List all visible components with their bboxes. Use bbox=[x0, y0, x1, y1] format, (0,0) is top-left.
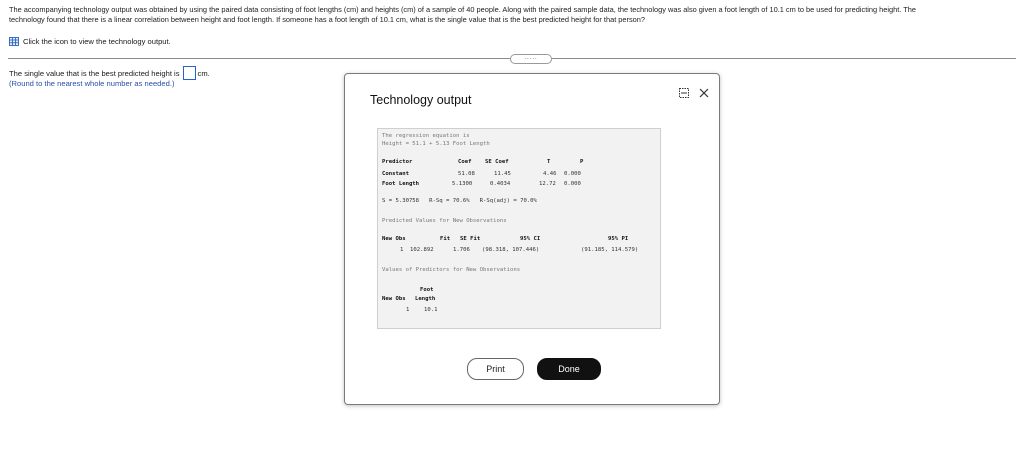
pred-row-se-fit: 1.706 bbox=[453, 247, 470, 253]
dialog-controls bbox=[679, 85, 709, 95]
row-constant-p: 0.000 bbox=[564, 171, 581, 177]
pred-row-new-obs: 1 bbox=[400, 247, 404, 253]
values-of-predictors-title: Values of Predictors for New Observations bbox=[382, 267, 521, 273]
pred-row-ci: (98.318, 107.446) bbox=[482, 247, 540, 253]
answer-suffix: cm. bbox=[197, 68, 210, 78]
answer-hint: (Round to the nearest whole number as needed.) bbox=[9, 79, 175, 88]
maximize-icon[interactable] bbox=[679, 85, 689, 95]
row-foot-length-p: 0.000 bbox=[564, 181, 581, 187]
row-foot-length-predictor: Foot Length bbox=[382, 181, 420, 187]
view-technology-output-label[interactable]: Click the icon to view the technology output. bbox=[23, 37, 171, 46]
done-button[interactable]: Done bbox=[537, 358, 601, 380]
regression-equation: Height = 51.1 + 5.13 Foot Length bbox=[382, 141, 490, 147]
technology-output-dialog bbox=[344, 73, 720, 405]
print-button[interactable]: Print bbox=[467, 358, 524, 380]
row-constant-coef: 51.08 bbox=[458, 171, 475, 177]
regression-eq-label: The regression equation is bbox=[382, 133, 470, 139]
dialog-title: Technology output bbox=[370, 93, 472, 107]
close-icon[interactable] bbox=[699, 85, 709, 95]
answer-input[interactable] bbox=[183, 66, 196, 80]
collapse-handle[interactable]: ..... bbox=[510, 54, 552, 64]
row-constant-se: 11.45 bbox=[494, 171, 511, 177]
view-technology-output-link[interactable] bbox=[9, 37, 171, 46]
question-line-1: The accompanying technology output was obtained by using the paired data consisting of foot lengths (cm) and heights (cm) of a sample of 40 people. Along with the paired sample data, the technology was also given a foot length of 10.1 cm to be used for predicting height. The bbox=[9, 5, 917, 14]
question-text bbox=[9, 5, 1019, 24]
pred-col-ci: 95% CI bbox=[520, 236, 541, 242]
values-col-foot: Foot bbox=[420, 287, 434, 293]
pred-row-pi: (91.185, 114.579) bbox=[581, 247, 639, 253]
technology-output-panel bbox=[377, 128, 661, 329]
pred-col-pi: 95% PI bbox=[608, 236, 629, 242]
table-icon[interactable] bbox=[9, 37, 19, 46]
values-row-new-obs: 1 bbox=[406, 307, 410, 313]
col-se-coef: SE Coef bbox=[485, 159, 509, 165]
row-constant-predictor: Constant bbox=[382, 171, 409, 177]
pred-col-se-fit: SE Fit bbox=[460, 236, 481, 242]
col-t: T bbox=[547, 159, 551, 165]
predicted-values-title: Predicted Values for New Observations bbox=[382, 218, 507, 224]
values-col-new-obs: New Obs bbox=[382, 296, 406, 302]
model-stats: S = 5.30758 R-Sq = 70.6% R-Sq(adj) = 70.0% bbox=[382, 198, 537, 204]
answer-line bbox=[9, 66, 210, 80]
values-col-length: Length bbox=[415, 296, 436, 302]
row-foot-length-t: 12.72 bbox=[539, 181, 556, 187]
row-constant-t: 4.46 bbox=[543, 171, 557, 177]
pred-col-new-obs: New Obs bbox=[382, 236, 406, 242]
col-predictor: Predictor bbox=[382, 159, 413, 165]
pred-row-fit: 102.892 bbox=[410, 247, 434, 253]
pred-col-fit: Fit bbox=[440, 236, 451, 242]
col-p: P bbox=[580, 159, 584, 165]
values-row-length: 10.1 bbox=[424, 307, 438, 313]
col-coef: Coef bbox=[458, 159, 472, 165]
row-foot-length-se: 0.4034 bbox=[490, 181, 511, 187]
question-line-2: technology found that there is a linear correlation between height and foot length. If someone has a foot length of 10.1 cm, what is the single value that is the best predicted height for that person? bbox=[9, 14, 646, 24]
row-foot-length-coef: 5.1300 bbox=[452, 181, 473, 187]
answer-prefix: The single value that is the best predicted height is bbox=[9, 68, 180, 78]
